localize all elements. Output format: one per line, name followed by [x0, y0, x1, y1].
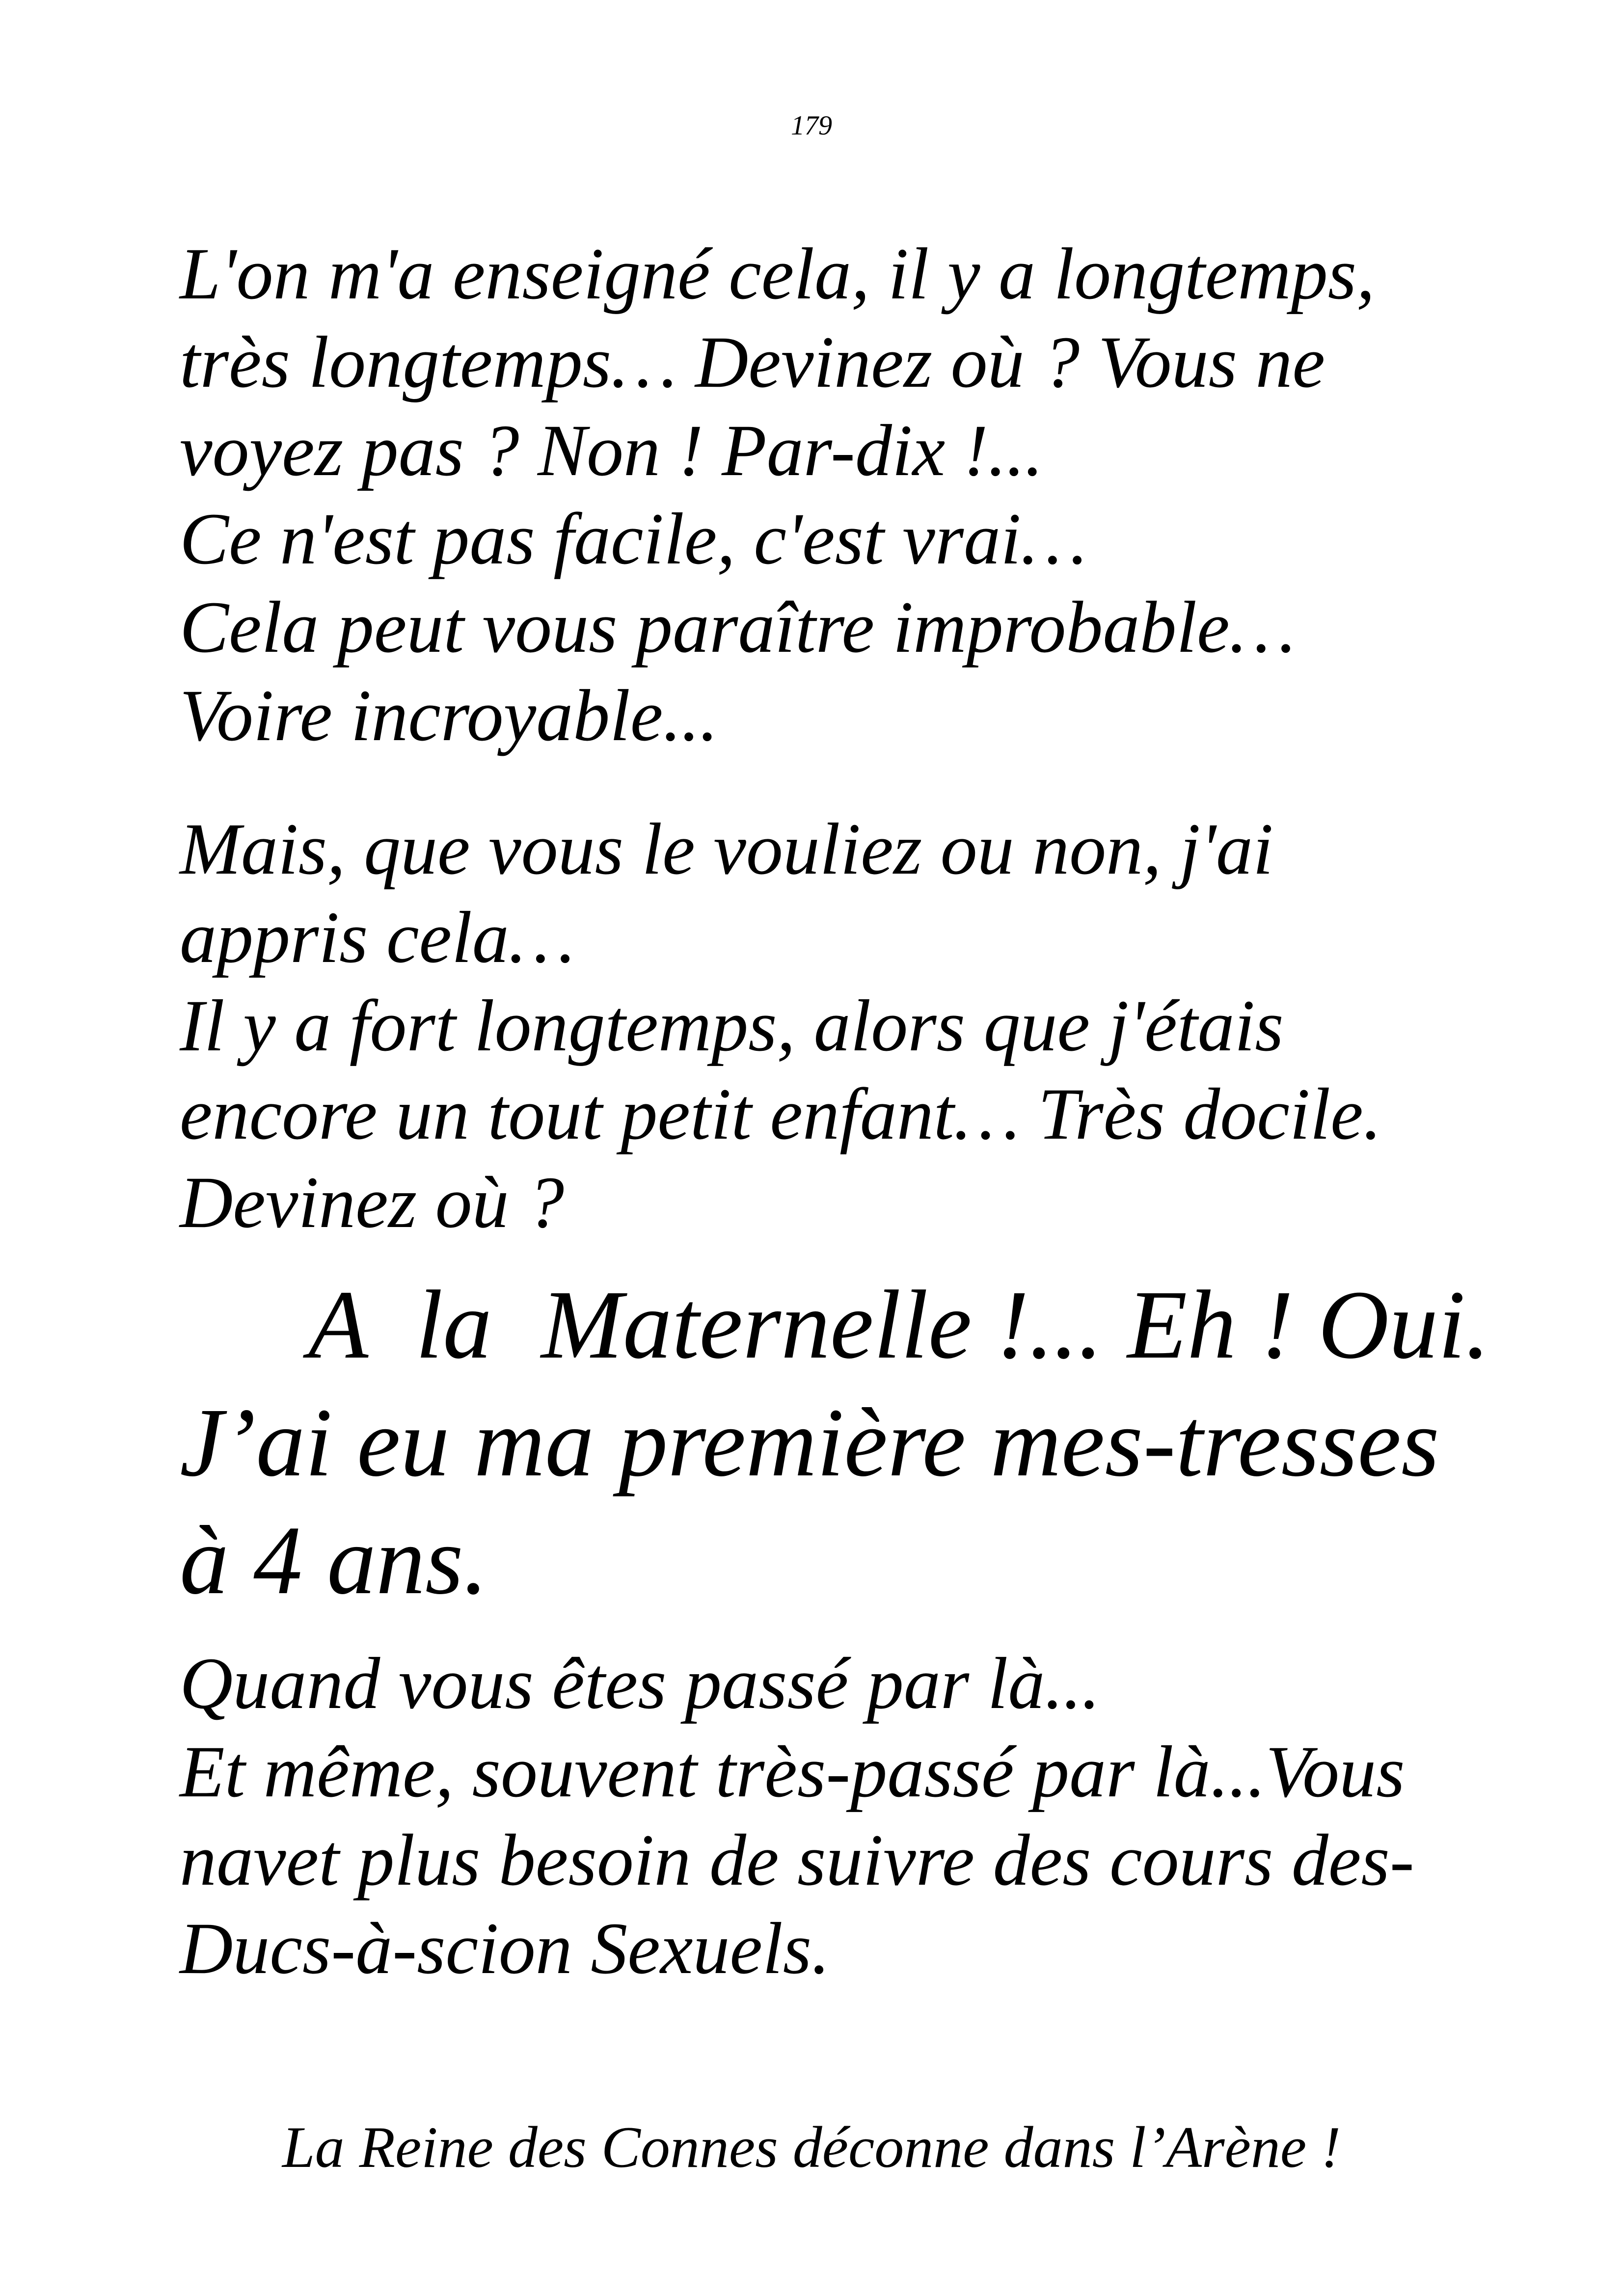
page-number: 179	[791, 110, 832, 141]
text-line: encore un tout petit enfant… Très docile.	[180, 1073, 1382, 1155]
text-line: Devinez où ?	[180, 1162, 565, 1243]
text-line: Voire incroyable...	[180, 675, 718, 756]
text-line: Ducs-à-scion Sexuels.	[180, 1908, 830, 1989]
text-line: J’ai eu ma première mes-tresses	[180, 1388, 1439, 1497]
text-line: appris cela…	[180, 897, 575, 978]
paragraph-1	[180, 230, 1375, 760]
text-line: à 4 ans.	[180, 1506, 488, 1615]
text-line: Il y a fort longtemps, alors que j'étais	[180, 985, 1284, 1067]
page-footer: La Reine des Connes déconne dans l’Arène !	[282, 2114, 1341, 2180]
text-line: Et même, souvent très-passé par là...Vous	[180, 1731, 1405, 1813]
paragraph-3-large	[180, 1266, 1490, 1620]
text-line: Quand vous êtes passé par là...	[180, 1643, 1100, 1724]
text-line: L'on m'a enseigné cela, il y a longtemps,	[180, 233, 1375, 315]
text-line: navet plus besoin de suivre des cours des-	[180, 1819, 1414, 1901]
text-line: Mais, que vous le vouliez ou non, j'ai	[180, 808, 1273, 890]
text-line: Ce n'est pas facile, c'est vrai…	[180, 498, 1087, 580]
text-line: Cela peut vous paraître improbable…	[180, 587, 1296, 668]
paragraph-4	[180, 1639, 1414, 1993]
text-line: voyez pas ? Non ! Par-dix !...	[180, 410, 1044, 491]
paragraph-2	[180, 805, 1381, 1247]
text-line: très longtemps… Devinez où ? Vous ne	[180, 321, 1325, 403]
text-line: A la Maternelle !... Eh ! Oui.	[308, 1271, 1490, 1379]
